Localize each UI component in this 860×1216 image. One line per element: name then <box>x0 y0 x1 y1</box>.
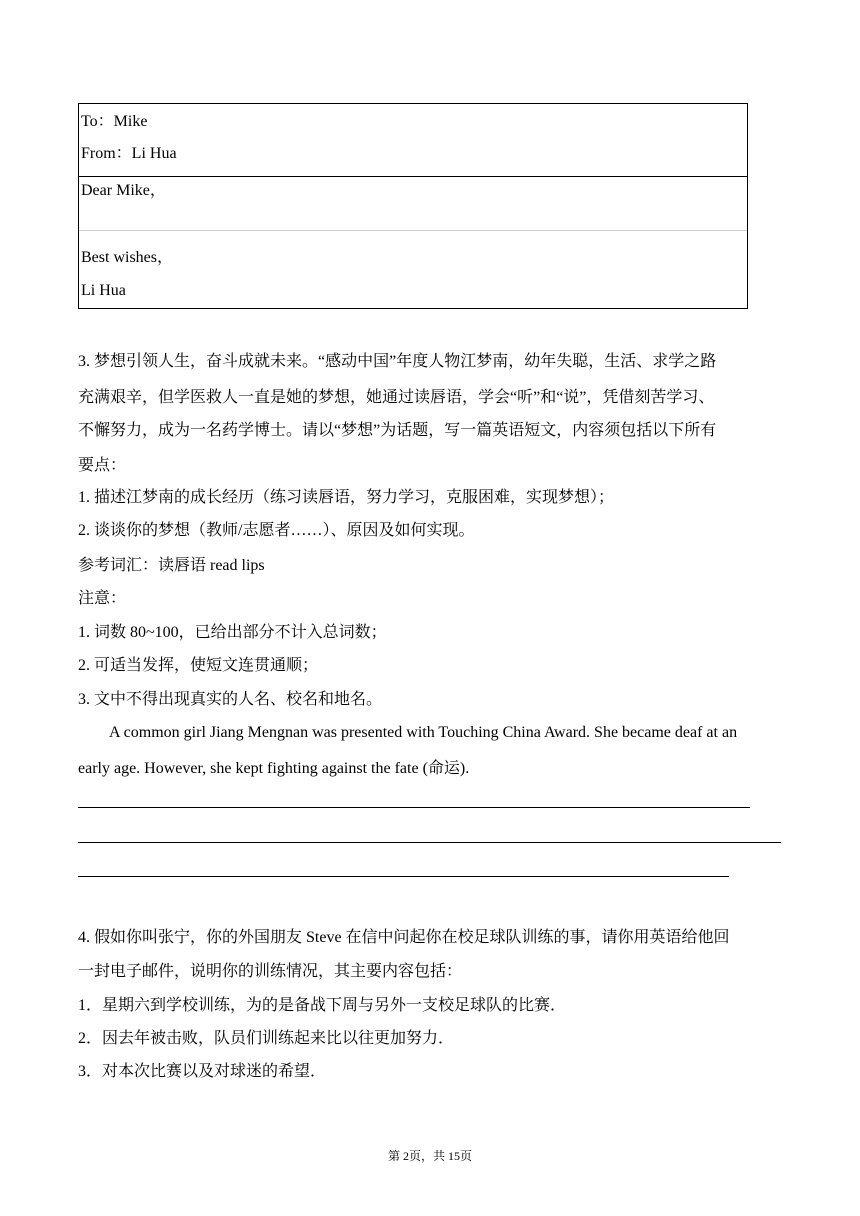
answer-line-1[interactable] <box>78 807 750 808</box>
q4-line-2: 一封电子邮件，说明你的训练情况，其主要内容包括： <box>78 963 463 980</box>
letter-greeting: Dear Mike， <box>81 182 166 199</box>
letter-signature: Li Hua <box>81 282 126 299</box>
q3-note-title: 注意： <box>78 590 127 607</box>
q3-note-3: 3. 文中不得出现真实的人名、校名和地名。 <box>78 691 383 708</box>
q3-line-1: 3. 梦想引领人生，奋斗成就未来。“感动中国”年度人物江梦南，幼年失聪，生活、求学之路 <box>78 353 717 370</box>
q3-opening-2: early age. However, she kept fighting against the fate (命运). <box>78 760 470 777</box>
letter-closing: Best wishes， <box>81 249 174 266</box>
q3-point-1: 1. 描述江梦南的成长经历（练习读唇语，努力学习，克服困难，实现梦想）； <box>78 489 615 506</box>
q4-point-3: 3．对本次比赛以及对球迷的希望． <box>78 1063 327 1080</box>
q3-line-4: 要点： <box>78 457 127 474</box>
q4-line-1: 4. 假如你叫张宁，你的外国朋友 Steve 在信中问起你在校足球队训练的事，请你用英语给他回 <box>78 929 730 946</box>
q3-vocab: 参考词汇：读唇语 read lips <box>78 557 265 574</box>
answer-line-2[interactable] <box>78 842 781 843</box>
letter-to: To：Mike <box>81 113 148 130</box>
answer-line-3[interactable] <box>78 876 729 877</box>
page-footer: 第 2页，共 15页 <box>387 1149 472 1163</box>
q3-note-2: 2. 可适当发挥，使短文连贯通顺； <box>78 657 319 674</box>
q3-line-2: 充满艰辛，但学医救人一直是她的梦想，她通过读唇语，学会“听”和“说”，凭借刻苦学习、 <box>78 389 715 406</box>
q3-line-3: 不懈努力，成为一名药学博士。请以“梦想”为话题，写一篇英语短文，内容须包括以下所有 <box>78 422 717 439</box>
q3-note-1: 1. 词数 80~100，已给出部分不计入总词数； <box>78 624 387 641</box>
q4-point-2: 2．因去年被击败，队员们训练起来比以往更加努力． <box>78 1030 455 1047</box>
letter-header <box>79 104 747 177</box>
letter-divider <box>79 230 747 231</box>
q3-opening-1: A common girl Jiang Mengnan was presented with Touching China Award. She became deaf at an <box>109 724 738 741</box>
q3-point-2: 2. 谈谈你的梦想（教师/志愿者……）、原因及如何实现。 <box>78 522 475 539</box>
letter-box <box>78 103 748 309</box>
q4-point-1: 1．星期六到学校训练，为的是备战下周与另外一支校足球队的比赛． <box>78 997 567 1014</box>
letter-from: From：Li Hua <box>81 145 177 162</box>
